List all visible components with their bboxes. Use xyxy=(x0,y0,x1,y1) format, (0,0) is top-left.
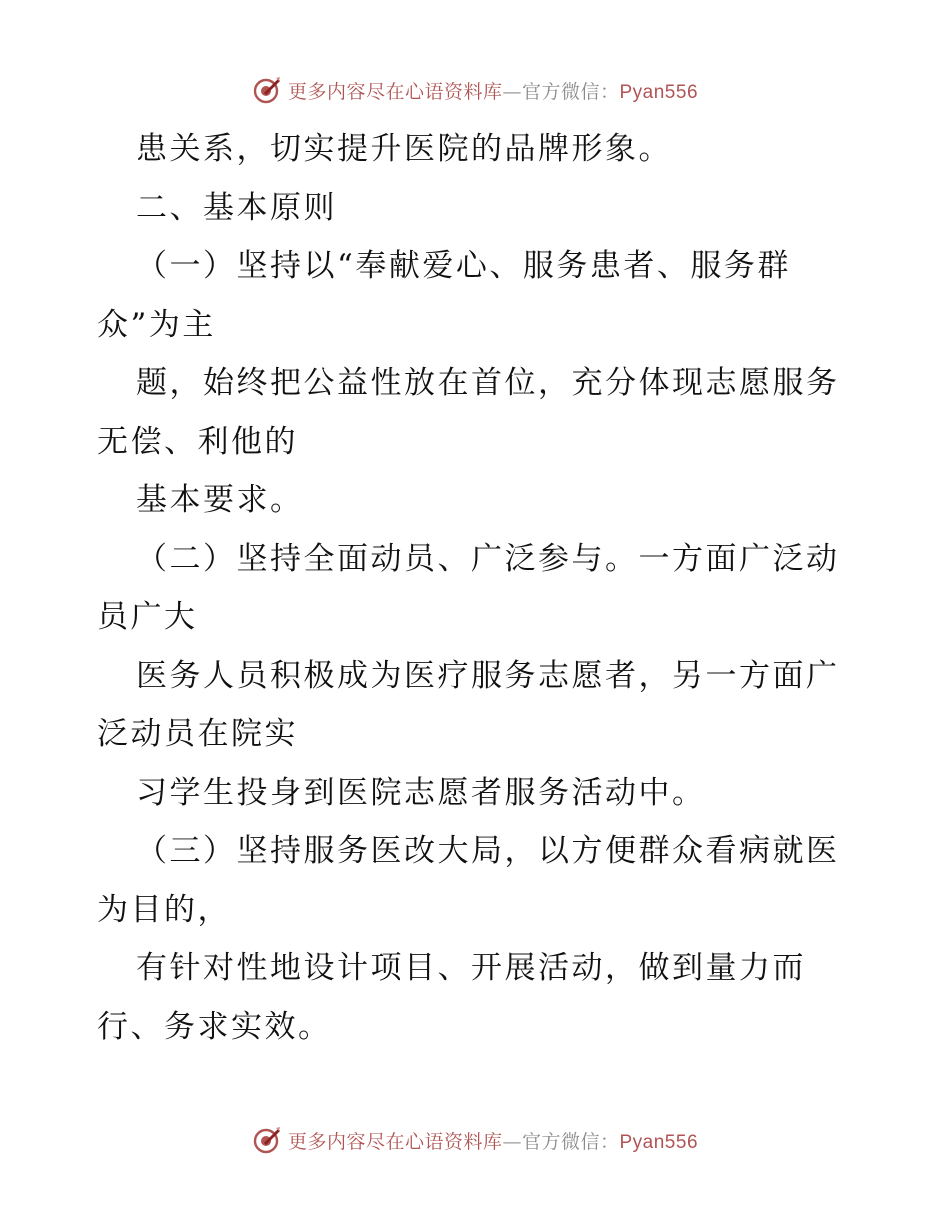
document-body xyxy=(97,120,867,1056)
body-line: 为目的， xyxy=(97,891,231,928)
banner-official-label: 官方微信： xyxy=(521,1130,620,1153)
banner-wechat-id: Pyan556 xyxy=(619,81,699,103)
banner-dash: — xyxy=(502,1130,522,1153)
banner-official-label: 官方微信： xyxy=(521,80,620,103)
body-line: （一）坚持以“奉献爱心、服务患者、服务群 xyxy=(136,248,791,284)
banner-text xyxy=(288,1127,698,1154)
banner-dash: — xyxy=(502,80,522,103)
body-line: 习学生投身到医院志愿者服务活动中。 xyxy=(136,774,706,811)
pen-logo-icon xyxy=(252,75,282,105)
section-heading: 二、基本原则 xyxy=(136,189,337,226)
header-watermark-banner xyxy=(0,72,950,108)
banner-text xyxy=(288,77,698,104)
body-line: 员广大 xyxy=(97,599,198,635)
banner-wechat-id: Pyan556 xyxy=(619,1131,699,1153)
body-line: 无偿、利他的 xyxy=(97,423,298,460)
pen-logo-icon xyxy=(252,1125,282,1155)
body-line: 众”为主 xyxy=(97,306,216,343)
body-line: （三）坚持服务医改大局，以方便群众看病就医 xyxy=(136,833,840,869)
body-line: （二）坚持全面动员、广泛参与。一方面广泛动 xyxy=(136,540,840,577)
footer-watermark-banner xyxy=(0,1122,950,1158)
body-line: 患关系，切实提升医院的品牌形象。 xyxy=(136,131,672,167)
body-line: 行、务求实效。 xyxy=(97,1008,332,1045)
banner-main-text: 更多内容尽在心语资料库 xyxy=(287,80,503,103)
body-line: 医务人员积极成为医疗服务志愿者，另一方面广 xyxy=(136,657,840,694)
body-line: 泛动员在院实 xyxy=(97,716,298,752)
banner-main-text: 更多内容尽在心语资料库 xyxy=(287,1130,503,1153)
body-line: 题，始终把公益性放在首位，充分体现志愿服务 xyxy=(136,365,840,401)
body-line: 基本要求。 xyxy=(136,482,304,518)
body-line: 有针对性地设计项目、开展活动，做到量力而 xyxy=(136,950,806,986)
